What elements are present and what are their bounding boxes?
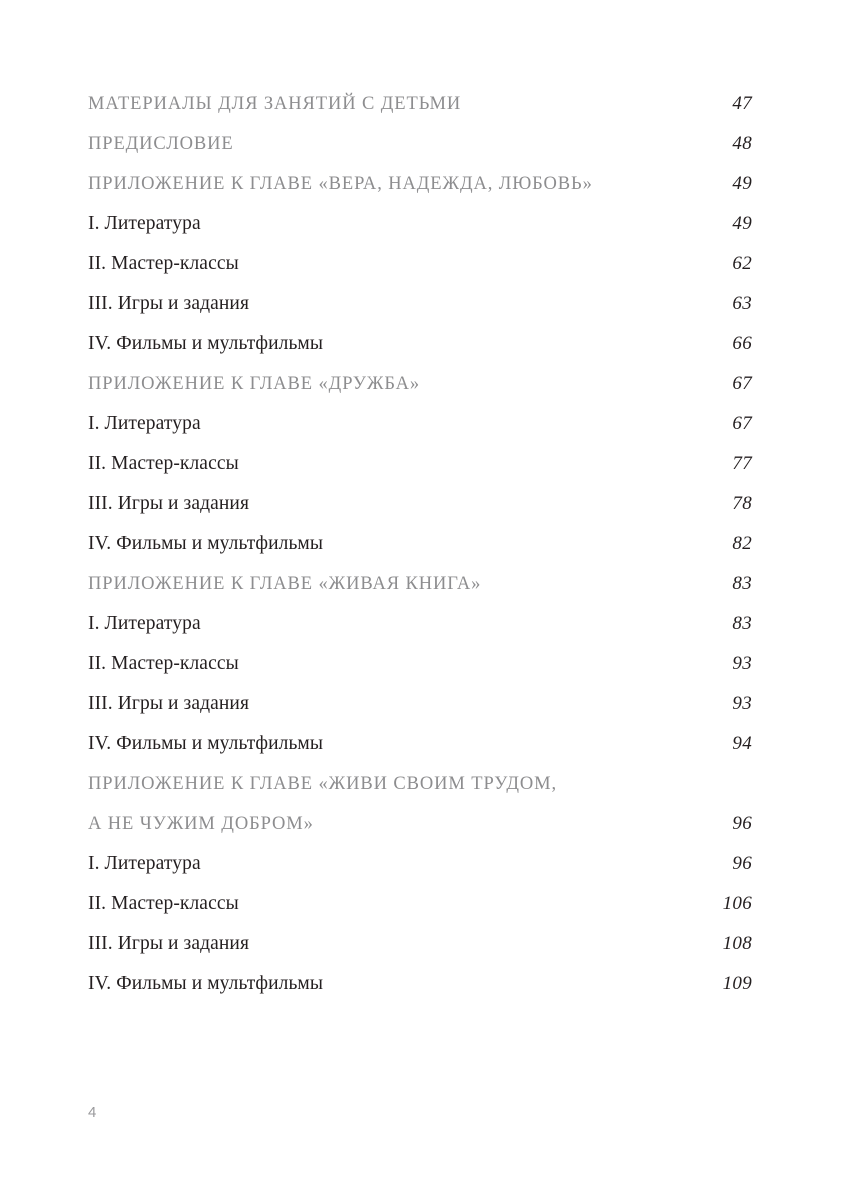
toc-section bbox=[88, 764, 752, 1004]
toc-subitem[interactable] bbox=[88, 724, 752, 764]
toc-section-heading-label-line2: А НЕ ЧУЖИМ ДОБРОМ» bbox=[88, 814, 314, 834]
toc-entry-page: 47 bbox=[732, 93, 752, 114]
toc-subitem[interactable] bbox=[88, 844, 752, 884]
toc-subitem[interactable] bbox=[88, 644, 752, 684]
toc-section bbox=[88, 564, 752, 764]
toc-subitem-label: IV. Фильмы и мультфильмы bbox=[88, 973, 324, 994]
toc-subitem-label: I. Литература bbox=[88, 413, 201, 434]
toc-subitem-page: 63 bbox=[732, 293, 752, 314]
toc-subitem[interactable] bbox=[88, 684, 752, 724]
toc-subitem-page: 93 bbox=[732, 693, 752, 714]
toc-entry-title: МАТЕРИАЛЫ ДЛЯ ЗАНЯТИЙ С ДЕТЬМИ bbox=[88, 94, 462, 114]
toc-subitem[interactable] bbox=[88, 404, 752, 444]
toc-section bbox=[88, 364, 752, 564]
toc-subitem[interactable] bbox=[88, 444, 752, 484]
toc-subitem[interactable] bbox=[88, 884, 752, 924]
toc-section-heading[interactable] bbox=[88, 764, 752, 844]
toc-subitem-label: I. Литература bbox=[88, 213, 201, 234]
toc-section-heading-label: ПРИЛОЖЕНИЕ К ГЛАВЕ «ЖИВИ СВОИМ ТРУДОМ, bbox=[88, 774, 558, 794]
toc-entry-front[interactable] bbox=[88, 124, 752, 164]
toc-subitem-label: IV. Фильмы и мультфильмы bbox=[88, 333, 324, 354]
toc-entry-title: ПРЕДИСЛОВИЕ bbox=[88, 134, 234, 154]
toc-entry-front[interactable] bbox=[88, 84, 752, 124]
toc-section-heading-label: ПРИЛОЖЕНИЕ К ГЛАВЕ «ВЕРА, НАДЕЖДА, ЛЮБОВЬ» bbox=[88, 174, 593, 194]
toc-subitem-page: 62 bbox=[732, 253, 752, 274]
toc-section-heading[interactable] bbox=[88, 564, 752, 604]
toc-subitem-page: 83 bbox=[732, 613, 752, 634]
toc-subitem[interactable] bbox=[88, 284, 752, 324]
toc-subitem-page: 109 bbox=[722, 973, 752, 994]
toc-subitem[interactable] bbox=[88, 524, 752, 564]
toc-subitem[interactable] bbox=[88, 924, 752, 964]
toc-subitem-label: I. Литература bbox=[88, 853, 201, 874]
toc-subitem-page: 96 bbox=[732, 853, 752, 874]
toc-section-page: 67 bbox=[732, 373, 752, 394]
toc-subitem-label: III. Игры и задания bbox=[88, 693, 250, 714]
toc-subitem[interactable] bbox=[88, 484, 752, 524]
toc-subitem-page: 66 bbox=[732, 333, 752, 354]
table-of-contents bbox=[88, 84, 752, 1004]
toc-subitem-page: 82 bbox=[732, 533, 752, 554]
toc-subitem[interactable] bbox=[88, 604, 752, 644]
toc-subitem-page: 49 bbox=[732, 213, 752, 234]
toc-subitem-label: IV. Фильмы и мультфильмы bbox=[88, 533, 324, 554]
toc-subitem-label: I. Литература bbox=[88, 613, 201, 634]
toc-section-heading[interactable] bbox=[88, 164, 752, 204]
page-folio: 4 bbox=[88, 1104, 97, 1121]
toc-subitem-label: III. Игры и задания bbox=[88, 293, 250, 314]
toc-subitem[interactable] bbox=[88, 324, 752, 364]
toc-subitem-label: III. Игры и задания bbox=[88, 493, 250, 514]
toc-entry-page: 48 bbox=[732, 133, 752, 154]
toc-subitem-page: 77 bbox=[732, 453, 752, 474]
toc-section-page: 96 bbox=[732, 813, 752, 834]
toc-subitem-page: 94 bbox=[732, 733, 752, 754]
toc-subitem-label: II. Мастер-классы bbox=[88, 893, 239, 914]
toc-subitem-label: II. Мастер-классы bbox=[88, 653, 239, 674]
toc-subitem-label: II. Мастер-классы bbox=[88, 253, 239, 274]
toc-subitem[interactable] bbox=[88, 204, 752, 244]
toc-subitem[interactable] bbox=[88, 964, 752, 1004]
toc-subitem-page: 108 bbox=[722, 933, 752, 954]
toc-subitem-page: 78 bbox=[732, 493, 752, 514]
toc-subitem-label: II. Мастер-классы bbox=[88, 453, 239, 474]
toc-subitem-label: IV. Фильмы и мультфильмы bbox=[88, 733, 324, 754]
toc-subitem-page: 106 bbox=[722, 893, 752, 914]
toc-subitem[interactable] bbox=[88, 244, 752, 284]
toc-subitem-page: 67 bbox=[732, 413, 752, 434]
toc-section-page: 83 bbox=[732, 573, 752, 594]
toc-subitem-page: 93 bbox=[732, 653, 752, 674]
toc-section-heading-label: ПРИЛОЖЕНИЕ К ГЛАВЕ «ЖИВАЯ КНИГА» bbox=[88, 574, 482, 594]
toc-section bbox=[88, 164, 752, 364]
toc-section-heading-label: ПРИЛОЖЕНИЕ К ГЛАВЕ «ДРУЖБА» bbox=[88, 374, 421, 394]
toc-section-page: 49 bbox=[732, 173, 752, 194]
toc-section-heading[interactable] bbox=[88, 364, 752, 404]
toc-subitem-label: III. Игры и задания bbox=[88, 933, 250, 954]
